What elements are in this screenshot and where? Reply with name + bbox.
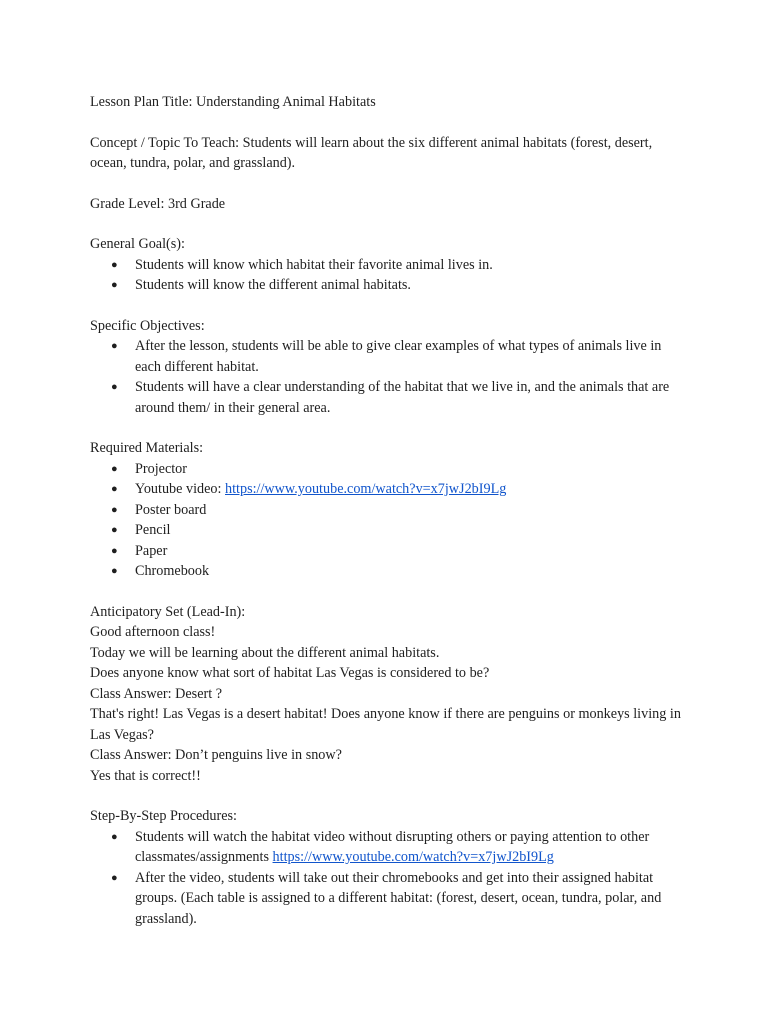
bullet-icon: ●	[111, 830, 118, 843]
list-item: ● Poster board	[90, 500, 690, 521]
materials-list	[90, 459, 690, 582]
list-item: ● Students will have a clear understanding of the habitat that we live in, and the animals that are around them/ in their general area.	[111, 379, 670, 416]
specific-objectives-heading: Specific Objectives:	[90, 317, 205, 334]
materials-heading: Required Materials:	[90, 440, 204, 456]
list-item: ● Youtube video: https://www.youtube.com/watch?v=x7jwJ2bI9Lg	[90, 479, 690, 500]
anticipatory-line: That's right! Las Vegas is a desert habitat! Does anyone know if there are penguins or monkeys living in Las Vegas?	[90, 706, 681, 743]
bullet-icon: ●	[111, 565, 118, 577]
general-goals-list	[90, 255, 690, 296]
bullet-icon: ●	[111, 340, 118, 352]
anticipatory-line: Class Answer: Desert ?	[90, 685, 222, 702]
list-item: ● Students will watch the habitat video without disrupting others or paying attention to other classmates/assignments https://www.youtube.com/watch?v=x7jwJ2bI9Lg	[111, 828, 650, 865]
bullet-icon: ●	[111, 279, 118, 291]
anticipatory-set-heading: Anticipatory Set (Lead-In):	[90, 603, 246, 620]
bullet-icon: ●	[111, 381, 118, 393]
list-item: ● Paper	[90, 541, 690, 562]
grade-level: Grade Level: 3rd Grade	[90, 195, 226, 212]
procedures-list	[90, 827, 690, 930]
bullet-icon: ●	[111, 871, 118, 884]
general-goals-heading: General Goal(s):	[90, 236, 185, 252]
procedures-heading: Step-By-Step Procedures:	[90, 808, 237, 824]
document-body	[90, 92, 690, 929]
bullet-icon: ●	[111, 462, 118, 475]
list-item: ● Students will know which habitat their favorite animal lives in.	[90, 255, 690, 276]
list-item: ● After the video, students will take out their chromebooks and get into their assigned habitat groups. (Each table is assigned to a different habitat: (forest, desert, ocean, tundra, polar, and grassland).	[111, 869, 662, 927]
anticipatory-line: Yes that is correct!!	[90, 767, 201, 784]
procedure-video-link[interactable]: https://www.youtube.com/watch?v=x7jwJ2bI9Lg	[272, 849, 554, 865]
list-item: ● Chromebook	[90, 561, 690, 582]
bullet-icon: ●	[111, 483, 118, 495]
list-item: ● Pencil	[90, 520, 690, 541]
list-item: ● After the lesson, students will be able to give clear examples of what types of animals live in each different habitat.	[111, 338, 662, 375]
anticipatory-line: Does anyone know what sort of habitat Las Vegas is considered to be?	[90, 665, 490, 681]
list-item: ● Projector	[90, 459, 690, 480]
bullet-icon: ●	[111, 503, 118, 516]
anticipatory-line: Class Answer: Don’t penguins live in snow?	[90, 747, 342, 763]
bullet-icon: ●	[111, 544, 118, 557]
specific-objectives-list	[90, 336, 690, 418]
anticipatory-line: Today we will be learning about the different animal habitats.	[90, 644, 440, 661]
anticipatory-line: Good afternoon class!	[90, 624, 216, 640]
youtube-video-link[interactable]: https://www.youtube.com/watch?v=x7jwJ2bI9Lg	[225, 481, 507, 497]
bullet-icon: ●	[111, 258, 118, 271]
list-item: ● Students will know the different animal habitats.	[90, 275, 690, 296]
bullet-icon: ●	[111, 524, 118, 536]
lesson-title: Lesson Plan Title: Understanding Animal Habitats	[90, 94, 376, 110]
concept-topic: Concept / Topic To Teach: Students will learn about the six different animal habitats (forest, desert, ocean, tundra, polar, and grassland).	[90, 134, 653, 171]
